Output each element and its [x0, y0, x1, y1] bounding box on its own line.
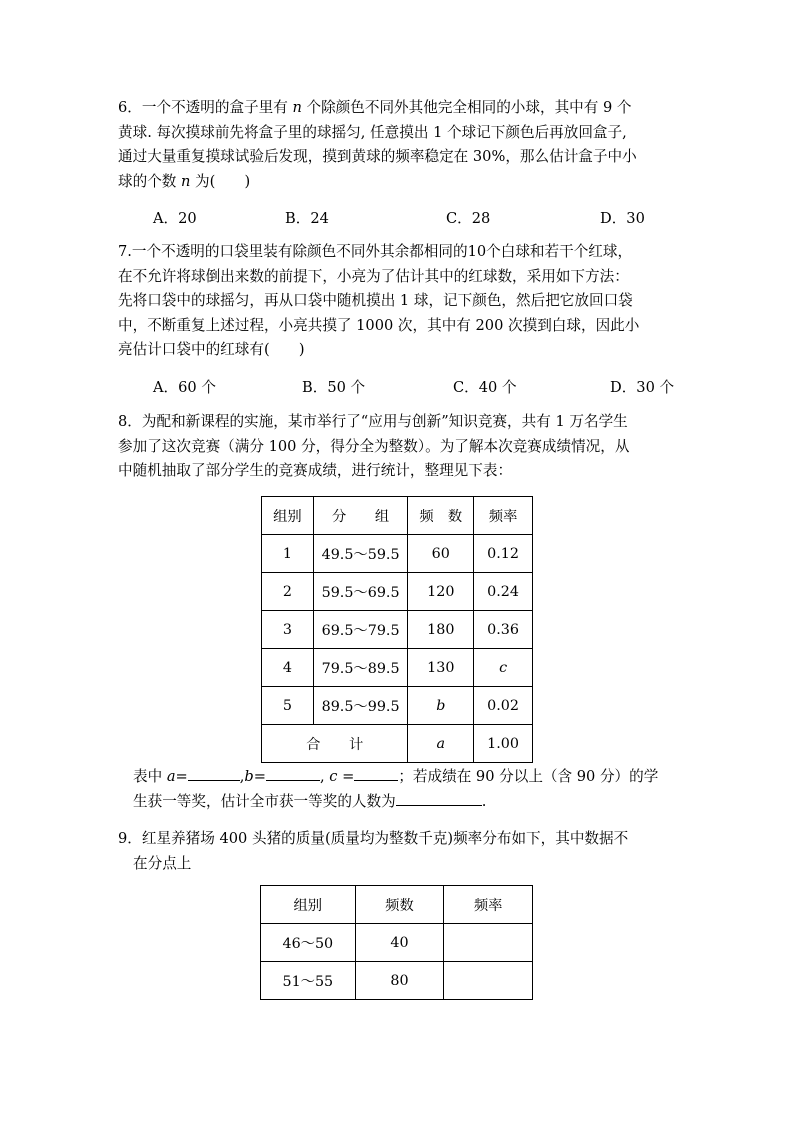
table-cell: 46～50 — [261, 924, 356, 962]
q8-line-3: 中随机抽取了部分学生的竞赛成绩，进行统计，整理见下表： — [118, 462, 513, 479]
table-cell[interactable] — [444, 924, 533, 962]
table-cell: 180 — [408, 611, 474, 649]
table-row — [262, 573, 533, 611]
q8-total-frequency: a — [408, 725, 474, 763]
q8-header-range: 分 组 — [313, 497, 408, 535]
table-cell: c — [474, 649, 533, 687]
q7-line-3: 先将口袋中的球摇匀，再从口袋中随机摸出 1 球，记下颜色，然后把它放回口袋 — [118, 292, 633, 309]
q8-total-rate: 1.00 — [474, 725, 533, 763]
q8-total-label: 合 计 — [262, 725, 408, 763]
table-row — [261, 962, 533, 1000]
q8-eq: = — [337, 768, 355, 785]
question-7-text — [118, 240, 678, 363]
table-cell: 1 — [262, 535, 314, 573]
q7-option-c[interactable]: C．40 个 — [453, 379, 517, 396]
table-cell: 0.02 — [474, 687, 533, 725]
q8-fill-in-text — [133, 765, 683, 814]
question-8-text — [118, 410, 678, 484]
table-cell: 0.12 — [474, 535, 533, 573]
table-cell: 0.24 — [474, 573, 533, 611]
table-cell: 4 — [262, 649, 314, 687]
table-cell: 5 — [262, 687, 314, 725]
q6-option-a[interactable]: A．20 — [153, 210, 197, 227]
q7-option-b[interactable]: B．50 个 — [302, 379, 366, 396]
q7-line-5: 亮估计口袋中的红球有( ) — [118, 341, 305, 358]
q8-end: . — [481, 792, 487, 810]
q8-var-b: b — [244, 768, 254, 785]
q7-line-4: 中，不断重复上述过程，小亮共摸了 1000 次，其中有 200 次摸到白球，因此小 — [118, 316, 640, 334]
table-row — [262, 687, 533, 725]
table-cell[interactable] — [444, 962, 533, 1000]
q8-tail: ；若成绩在 90 分以上（含 90 分）的学 — [398, 768, 659, 785]
q8-fill-line-1: 表中 a= ,b= , c = ；若成绩在 90 分以上（含 90 分）的学 — [133, 768, 659, 785]
q6-line-4: 球的个数 𝑛 为( ) — [118, 172, 251, 190]
q7-line-2: 在不允许将球倒出来数的前提下，小亮为了估计其中的红球数，采用如下方法： — [118, 267, 629, 285]
q6-option-c[interactable]: C．28 — [446, 210, 491, 227]
q7-option-a[interactable]: A．60 个 — [153, 379, 216, 396]
q8-fill-line-2 — [133, 790, 683, 815]
question-9-text — [118, 827, 678, 876]
q8-table-header — [262, 497, 533, 535]
answer-blank-a[interactable] — [188, 766, 240, 781]
answer-blank-c[interactable] — [354, 766, 398, 781]
table-row — [262, 649, 533, 687]
q6-line-3: 通过大量重复摸球试验后发现，摸到黄球的频率稳定在 30%，那么估计盒子中小 — [118, 148, 637, 165]
table-cell: 40 — [355, 924, 444, 962]
table-cell: 89.5～99.5 — [313, 687, 408, 725]
table-row — [262, 611, 533, 649]
q8-var-a: a — [166, 768, 176, 785]
q8-prefix: 表中 — [133, 768, 167, 785]
q7-line-1: 7.一个不透明的口袋里装有除颜色不同外其余都相同的10个白球和若干个红球， — [118, 243, 633, 260]
answer-blank-winners[interactable] — [396, 791, 482, 806]
q6-option-d[interactable]: D．30 — [600, 210, 645, 227]
q8-line2: 生获一等奖，估计全市获一等奖的人数为 — [133, 792, 396, 810]
q9-header-group: 组别 — [261, 886, 356, 924]
table-cell: 60 — [408, 535, 474, 573]
table-cell: 120 — [408, 573, 474, 611]
q9-weight-table — [260, 885, 533, 1000]
q6-option-b[interactable]: B．24 — [285, 210, 329, 227]
q9-table-header — [261, 886, 533, 924]
q8-line-2: 参加了这次竞赛（满分 100 分，得分全为整数）。为了解本次竞赛成绩情况，从 — [118, 437, 630, 455]
q8-line-1: 8．为配和新课程的实施，某市举行了“应用与创新”知识竞赛，共有 1 万名学生 — [118, 413, 628, 430]
table-cell: 80 — [355, 962, 444, 1000]
q6-line-1: 6．一个不透明的盒子里有 𝑛 个除颜色不同外其他完全相同的小球，其中有 9 个 — [118, 99, 632, 116]
q6-line-2: 黄球. 每次摸球前先将盒子里的球摇匀, 任意摸出 1 个球记下颜色后再放回盒子, — [118, 123, 627, 141]
q9-line-2: 在分点上 — [133, 854, 192, 872]
q8-header-group: 组别 — [262, 497, 314, 535]
question-7-options — [153, 376, 683, 400]
table-cell: 51～55 — [261, 962, 356, 1000]
q9-header-rate: 频率 — [444, 886, 533, 924]
q8-score-table — [261, 496, 533, 763]
table-cell: 3 — [262, 611, 314, 649]
table-cell: 0.36 — [474, 611, 533, 649]
q8-header-frequency: 频 数 — [408, 497, 474, 535]
q8-table-total-row — [262, 725, 533, 763]
q9-line-1: 9．红星养猪场 400 头猪的质量(质量均为整数千克)频率分布如下，其中数据不 — [118, 830, 629, 847]
answer-blank-b[interactable] — [266, 766, 320, 781]
question-6-options — [153, 207, 683, 231]
table-cell: 130 — [408, 649, 474, 687]
q8-eq: = — [253, 768, 266, 785]
table-row — [262, 535, 533, 573]
table-cell: 49.5～59.5 — [313, 535, 408, 573]
table-row — [261, 924, 533, 962]
table-cell: b — [408, 687, 474, 725]
question-6-text — [118, 96, 678, 194]
table-cell: 59.5～69.5 — [313, 573, 408, 611]
q8-eq: = — [175, 768, 188, 785]
table-cell: 69.5～79.5 — [313, 611, 408, 649]
q8-header-rate: 频率 — [474, 497, 533, 535]
table-cell: 79.5～89.5 — [313, 649, 408, 687]
q8-var-c: c — [329, 768, 338, 785]
table-cell: 2 — [262, 573, 314, 611]
q9-header-frequency: 频数 — [355, 886, 444, 924]
q7-option-d[interactable]: D．30 个 — [610, 379, 675, 396]
